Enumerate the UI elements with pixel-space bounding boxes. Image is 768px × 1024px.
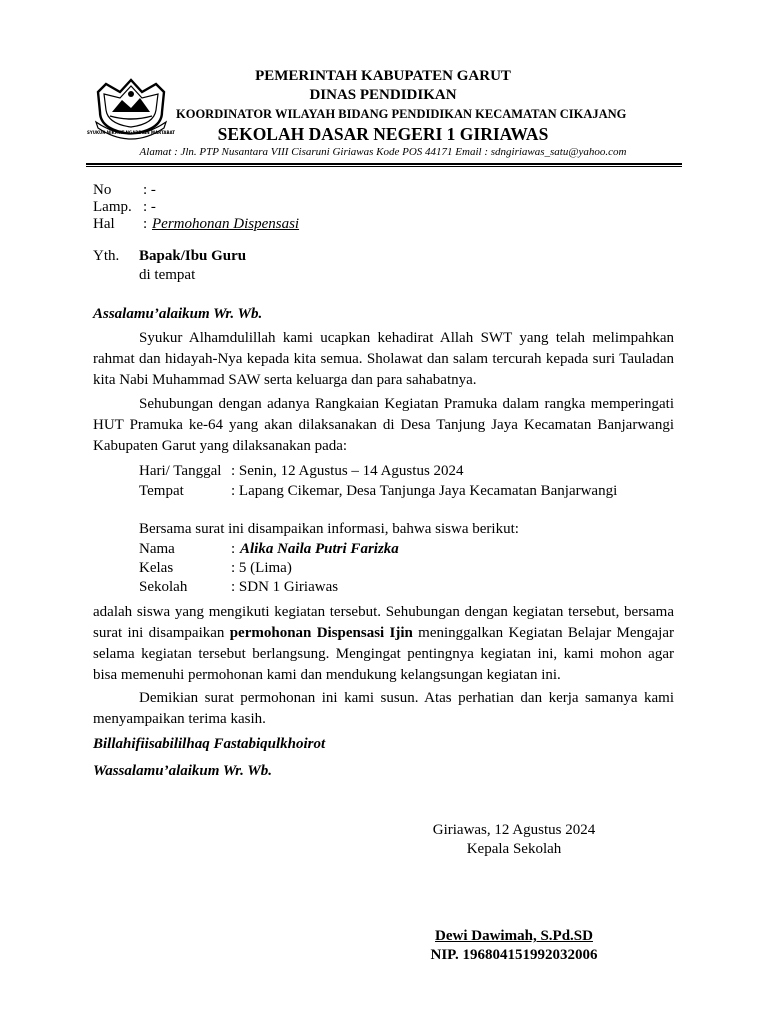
student-class-value: : 5 (Lima) [231,560,292,576]
event-place-value: : Lapang Cikemar, Desa Tanjunga Jaya Kecamatan Banjarwangi [231,483,618,499]
signature-nip: NIP. 196804151992032006 [430,947,598,963]
paragraph-opening [93,328,674,391]
student-intro: Bersama surat ini disampaikan informasi, bahwa siswa berikut: [139,521,519,537]
paragraph-closing [93,688,674,730]
event-date-label: Hari/ Tanggal [139,463,222,479]
recipient-place: di tempat [139,267,196,283]
letterhead-divider [86,163,682,165]
letterhead-address: Alamat : Jln. PTP Nusantara VIII Cisaruni Giriawas Kode POS 44171 Email : sdngiriawas_satu@yahoo.com [139,146,627,158]
paragraph-request [93,602,674,686]
logo-motto: SYUKUR NIKMAT NGABDIAN MARTABAT [86,130,176,135]
student-name-label: Nama [139,541,175,557]
letterhead-coordinator: KOORDINATOR WILAYAH BIDANG PENDIDIKAN KECAMATAN CIKAJANG [176,107,627,121]
paragraph-request-text-1: adalah siswa yang mengikuti kegiatan tersebut. Sehubungan dengan kegiatan tersebut, bersama surat ini disampaikan [93,604,674,641]
student-name-value: Alika Naila Putri Farizka [240,541,399,557]
recipient-name: Bapak/Ibu Guru [139,248,247,264]
hal-label: Hal [93,216,115,232]
event-place-label: Tempat [139,483,184,499]
no-label: No [93,182,112,198]
paragraph-event-text: Sehubungan dengan adanya Rangkaian Kegiatan Pramuka dalam rangka memperingati HUT Pramuka ke-64 yang akan dilaksanakan di Desa Tanjung Jaya Kecamatan Banjarwangi Kabupaten Garut yang dilaksanakan pada: [93,396,674,454]
hal-colon: : [143,216,148,232]
opening-greeting: Assalamu’alaikum Wr. Wb. [93,306,263,322]
event-date-value: : Senin, 12 Agustus – 14 Agustus 2024 [231,463,464,479]
signature-place-date: Giriawas, 12 Agustus 2024 [432,822,596,838]
subject-value: Permohonan Dispensasi [152,216,300,232]
paragraph-closing-text: Demikian surat permohonan ini kami susun. Atas perhatian dan kerja samanya kami menyampaikan terima kasih. [93,690,674,727]
letterhead-school-name: SEKOLAH DASAR NEGERI 1 GIRIAWAS [217,124,549,144]
lamp-label: Lamp. [93,199,132,215]
paragraph-request-text-2: meninggalkan Kegiatan Belajar Mengajar selama kegiatan tersebut berlangsung. Mengingat pentingnya kegiatan ini, kami mohon agar bisa memenuhi permohonan kami dan mendukung kelangsungan kegiatan ini. [93,625,674,683]
no-value: : - [143,182,156,198]
paragraph-opening-text: Syukur Alhamdulillah kami ucapkan kehadirat Allah SWT yang telah melimpahkan rahmat dan hidayah-Nya kepada kita semua. Sholawat dan salam tercurah kepada suri Tauladan kita Nabi Muhammad SAW serta keluarga dan para sahabatnya. [93,330,674,388]
closing-motto: Billahifiisabililhaq Fastabiqulkhoirot [93,736,326,752]
letterhead-divider-thin [86,166,682,167]
student-class-label: Kelas [139,560,174,576]
lamp-value: : - [143,199,156,215]
letterhead-government: PEMERINTAH KABUPATEN GARUT [255,68,511,84]
paragraph-request-emphasis: permohonan Dispensasi Ijin [229,625,413,641]
closing-greeting: Wassalamu’alaikum Wr. Wb. [93,763,272,779]
signature-name: Dewi Dawimah, S.Pd.SD [435,928,593,944]
student-name-colon: : [231,541,236,557]
signature-position: Kepala Sekolah [466,841,562,857]
yth-label: Yth. [93,248,120,264]
letterhead-department: DINAS PENDIDIKAN [309,87,457,103]
paragraph-event [93,394,674,457]
student-school-label: Sekolah [139,579,188,595]
student-school-value: : SDN 1 Giriawas [231,579,339,595]
